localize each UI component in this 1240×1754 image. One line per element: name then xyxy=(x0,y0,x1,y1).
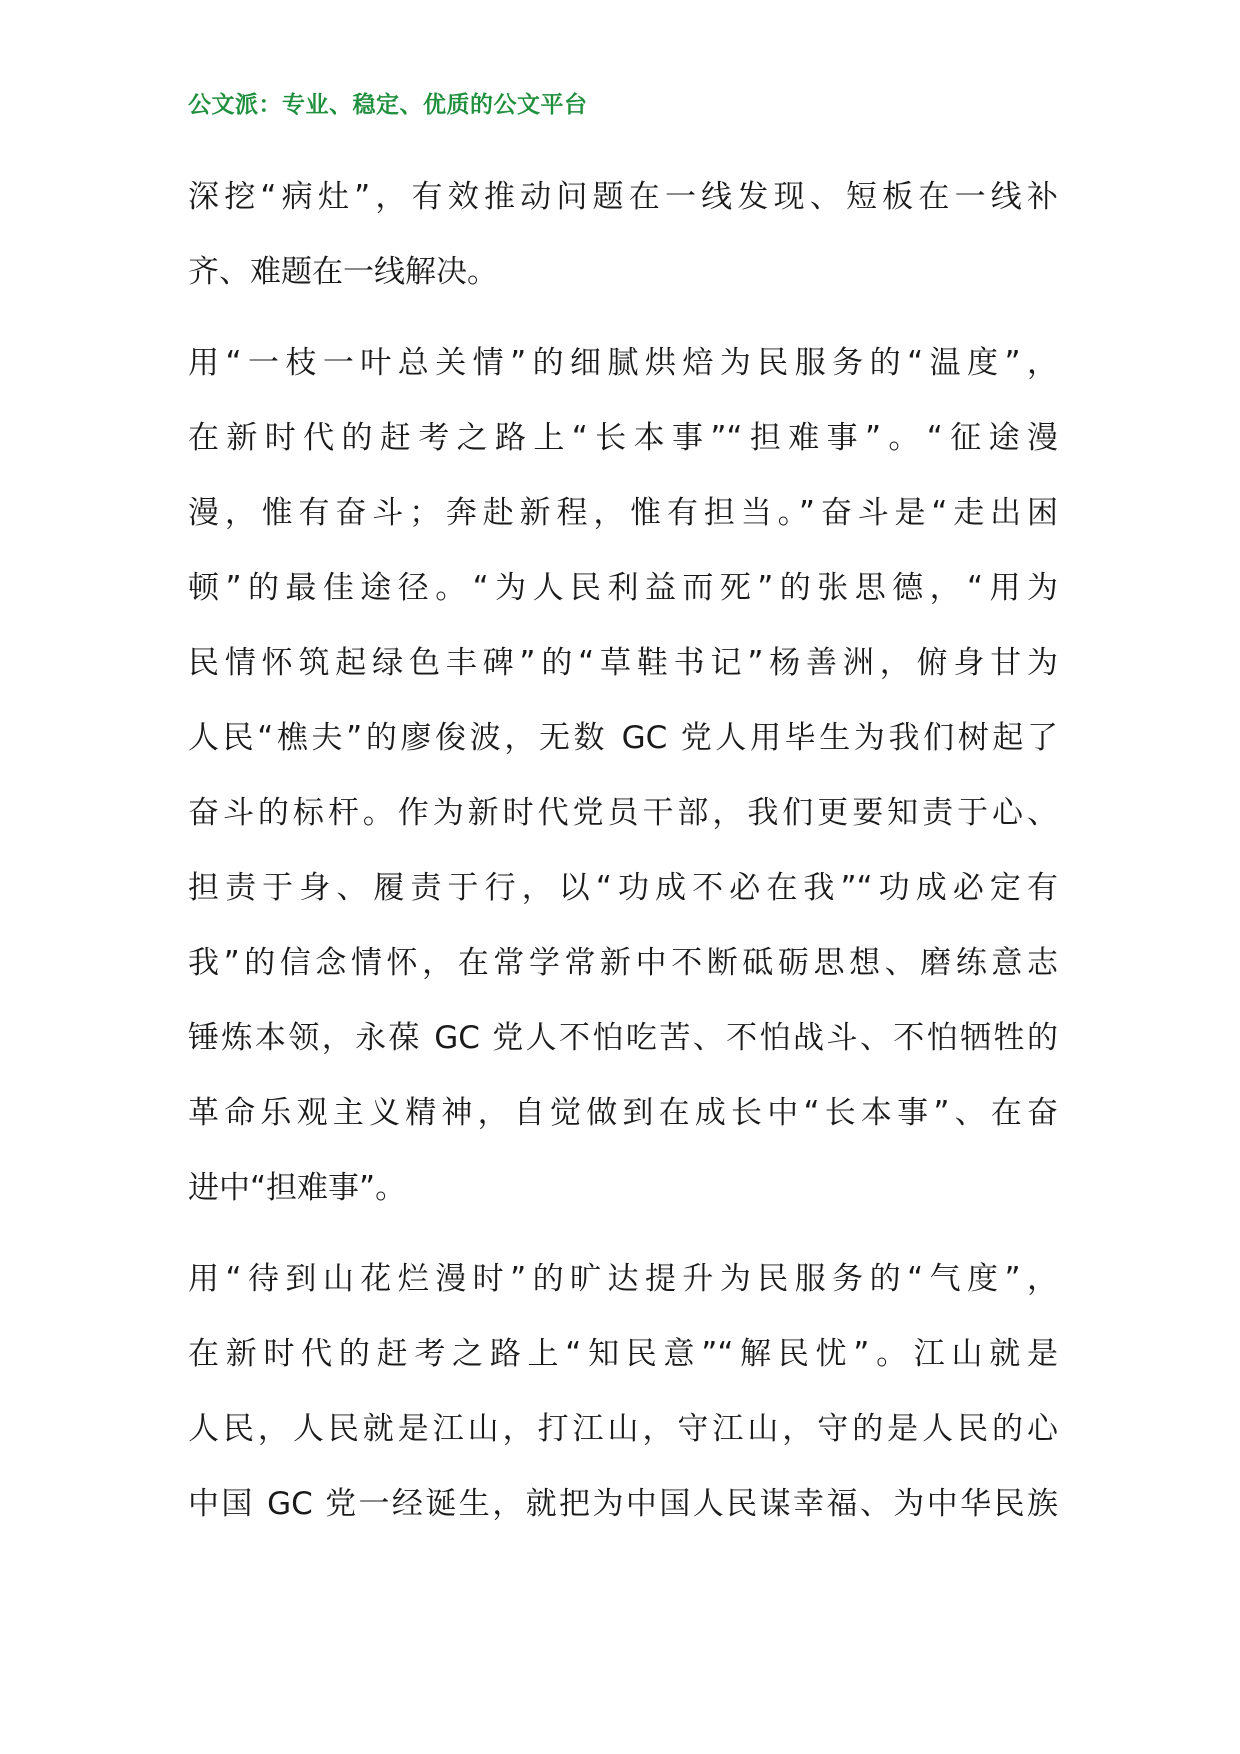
text-line: 深挖“病灶”，有效推动问题在一线发现、短板在一线补 xyxy=(188,179,1058,215)
document-body xyxy=(188,160,1058,1542)
text-line: 用“一枝一叶总关情”的细腻烘焙为民服务的“温度”， xyxy=(188,345,1058,381)
text-line: 革命乐观主义精神，自觉做到在成长中“长本事”、在奋 xyxy=(188,1095,1058,1131)
page-header-title: 公文派：专业、稳定、优质的公文平台 xyxy=(188,91,588,118)
text-line: 担责于身、履责于行，以“功成不必在我”“功成必定有 xyxy=(188,870,1058,906)
text-line: 人民“樵夫”的廖俊波，无数 GC 党人用毕生为我们树起了 xyxy=(188,720,1058,756)
text-line: 锤炼本领，永葆 GC 党人不怕吃苦、不怕战斗、不怕牺牲的 xyxy=(188,1020,1058,1056)
text-line: 人民，人民就是江山，打江山，守江山，守的是人民的心 xyxy=(188,1411,1058,1447)
text-line: 在新时代的赶考之路上“知民意”“解民忧”。江山就是 xyxy=(188,1336,1058,1372)
paragraph xyxy=(188,1242,1058,1542)
paragraph xyxy=(188,160,1058,310)
text-line: 进中“担难事”。 xyxy=(188,1170,407,1206)
text-line: 奋斗的标杆。作为新时代党员干部，我们更要知责于心、 xyxy=(188,795,1058,831)
text-line: 在新时代的赶考之路上“长本事”“担难事”。“征途漫 xyxy=(188,420,1058,456)
text-line: 顿”的最佳途径。“为人民利益而死”的张思德，“用为 xyxy=(188,570,1058,606)
text-line: 民情怀筑起绿色丰碑”的“草鞋书记”杨善洲，俯身甘为 xyxy=(188,645,1058,681)
text-line: 用“待到山花烂漫时”的旷达提升为民服务的“气度”， xyxy=(188,1261,1058,1297)
text-line: 我”的信念情怀，在常学常新中不断砥砺思想、磨练意志 xyxy=(188,945,1058,981)
text-line: 漫，惟有奋斗；奔赴新程，惟有担当。”奋斗是“走出困 xyxy=(188,495,1058,531)
text-line: 中国 GC 党一经诞生，就把为中国人民谋幸福、为中华民族 xyxy=(188,1486,1058,1522)
paragraph xyxy=(188,326,1058,1226)
text-line: 齐、难题在一线解决。 xyxy=(188,254,498,290)
